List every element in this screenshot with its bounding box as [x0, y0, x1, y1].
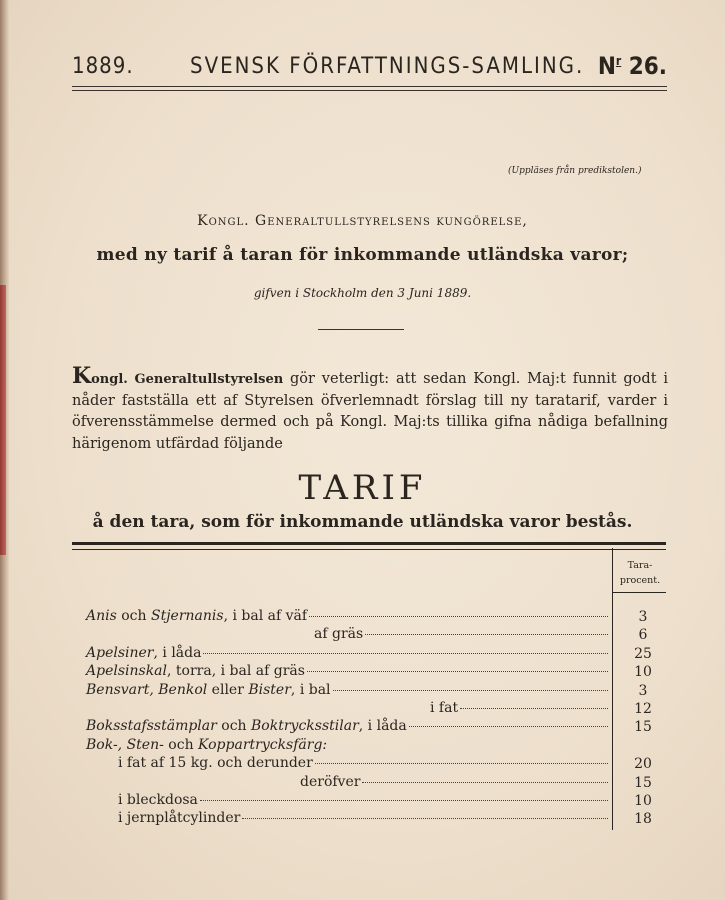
header-double-rule: [72, 86, 667, 91]
table-row: [72, 791, 666, 809]
row-value: 15: [634, 774, 652, 791]
intro-body: gör veterligt: att sedan Kongl. Maj:t funnit godt i nåder fastställa ett af Styrelsen öfverlemnadt förslag till ny taratarif, varder i öfverensstämmelse dermed och på Kongl. Maj:ts tillika gifna nådiga befallning härigenom utfärdad följande: [72, 371, 668, 452]
row-label: [86, 717, 610, 735]
tarif-table: [72, 607, 666, 828]
table-row: [72, 662, 666, 680]
row-italic: Apelsinskal: [86, 663, 168, 680]
table-row: [72, 809, 666, 827]
table-row: [72, 717, 666, 735]
row-value: 3: [638, 609, 648, 625]
intro-authority: ongl. Generaltullstyrelsen: [91, 372, 284, 387]
row-text: i fat: [430, 699, 459, 716]
row-label: [86, 681, 610, 699]
table-row: [72, 607, 666, 625]
row-text2: , i bal af väf: [223, 608, 308, 624]
table-row: [72, 773, 666, 791]
row-label: [118, 791, 610, 809]
header-number-value: 26.: [628, 52, 667, 80]
running-header: [72, 48, 667, 84]
row-value: 18: [634, 811, 652, 828]
table-row: [72, 754, 666, 772]
row-text: och: [216, 718, 252, 735]
row-label: [118, 754, 610, 772]
tara-column-header-line1: Tara-: [627, 560, 653, 571]
tara-column-header-line2: procent.: [619, 575, 661, 586]
row-text2: , i bal: [290, 681, 331, 698]
leader-dots: [365, 634, 608, 635]
tara-column-header: [614, 558, 666, 588]
row-italic: Bensvart, Benkol: [86, 681, 208, 698]
table-row: [72, 699, 666, 717]
leader-dots: [242, 818, 608, 819]
row-value: 25: [634, 645, 652, 662]
header-number-sup: r: [615, 54, 622, 68]
leader-dots: [460, 708, 608, 709]
row-text: och: [116, 608, 151, 624]
row-label: [430, 699, 610, 717]
header-year: 1889.: [72, 54, 134, 79]
row-label: [118, 809, 610, 827]
row-label: [300, 773, 610, 791]
row-text: och: [163, 736, 199, 753]
decree-given: gifven i Stockholm den 3 Juni 1889.: [253, 286, 472, 300]
row-text: i fat af 15 kg. och derunder: [118, 755, 313, 772]
table-top-rule: [72, 542, 666, 550]
header-number: [598, 52, 667, 80]
leader-dots: [315, 763, 608, 764]
decree-kungorelse: Kongl. Generaltullstyrelsens kungörelse,: [197, 213, 528, 229]
intro-drop-letter: K: [72, 363, 92, 389]
row-italic2: Stjernanis: [150, 608, 224, 624]
row-value: 6: [638, 627, 648, 644]
column-header-rule: [612, 592, 666, 593]
row-italic2: Bister: [248, 681, 291, 698]
leader-dots: [333, 690, 608, 691]
row-value: 10: [634, 664, 652, 681]
row-text2: , i låda: [358, 718, 407, 735]
row-value: 10: [634, 792, 652, 809]
leader-dots: [307, 671, 608, 672]
row-label: [86, 662, 610, 680]
row-value: 3: [638, 682, 648, 699]
table-row: [72, 736, 666, 754]
row-text: i jernplåtcylinder: [118, 810, 241, 827]
row-label: [86, 607, 610, 625]
row-label: [86, 736, 610, 754]
row-italic: Bok-, Sten-: [86, 736, 164, 753]
row-text: , i låda: [153, 644, 202, 661]
row-text: i bleckdosa: [118, 791, 198, 808]
row-value: 15: [634, 719, 652, 736]
row-italic: Boksstafsstämplar: [86, 718, 217, 735]
row-text: eller: [207, 681, 249, 698]
row-italic2: Koppartrycksfärg:: [198, 736, 328, 753]
row-value: 20: [634, 756, 652, 773]
leader-dots: [362, 782, 608, 783]
tarif-subtitle: å den tara, som för inkommande utländska varor bestås.: [92, 512, 633, 532]
section-divider: [318, 329, 404, 330]
row-label: [86, 644, 610, 662]
table-row: [72, 625, 666, 643]
leader-dots: [309, 616, 608, 617]
row-value: 12: [634, 700, 652, 717]
leader-dots: [409, 726, 608, 727]
row-italic: Apelsiner: [86, 644, 154, 661]
row-text: af gräs: [314, 626, 364, 643]
leader-dots: [200, 800, 608, 801]
header-title: SVENSK FÖRFATTNINGS-SAMLING.: [190, 54, 585, 79]
row-label: [314, 625, 610, 643]
intro-paragraph: [72, 363, 668, 455]
row-italic: Anis: [86, 608, 117, 624]
row-italic2: Boktrycksstilar: [251, 718, 359, 735]
header-number-prefix: N: [597, 52, 616, 80]
table-row: [72, 644, 666, 662]
row-text: , torra, i bal af gräs: [167, 663, 305, 680]
table-row: [72, 681, 666, 699]
leader-dots: [203, 653, 608, 654]
row-text: deröfver: [300, 773, 361, 790]
pulpit-note: (Uppläses från predikstolen.): [508, 166, 642, 176]
tarif-title: TARIF: [298, 468, 427, 508]
decree-subject: med ny tarif å taran för inkommande utländska varor;: [96, 245, 629, 265]
